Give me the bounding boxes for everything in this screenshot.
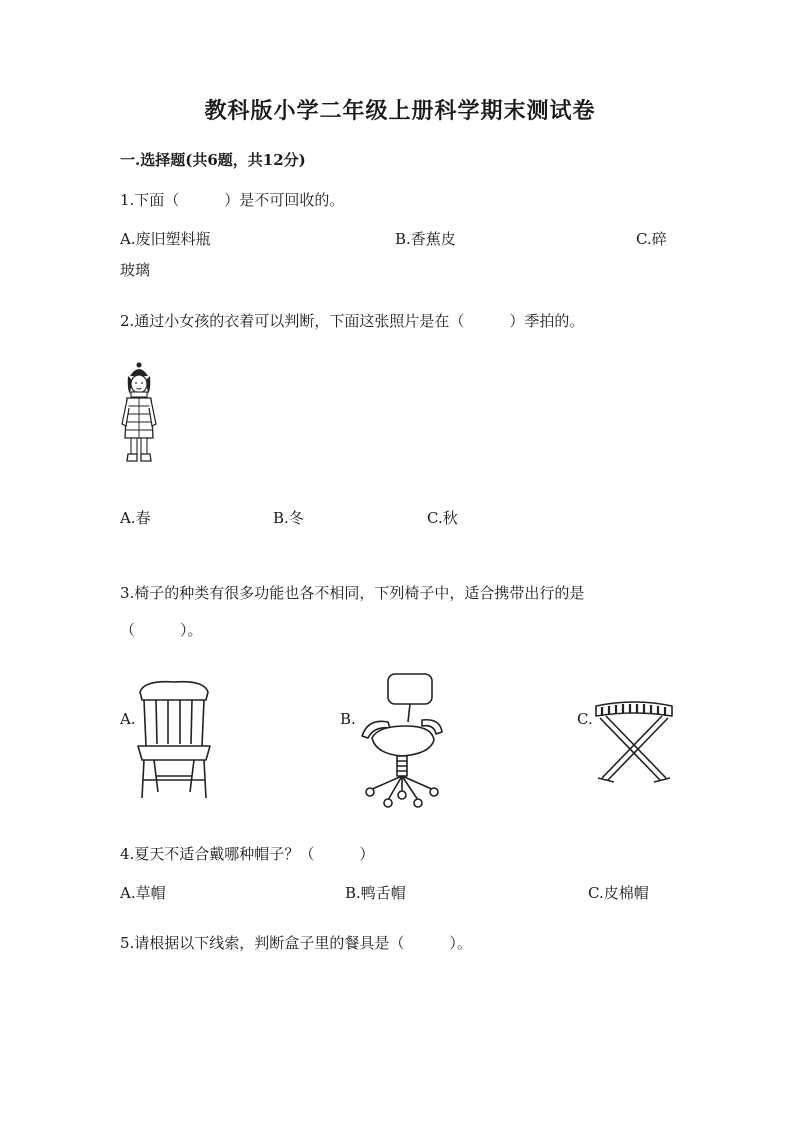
- question-2-stem: 2.通过小女孩的衣着可以判断，下面这张照片是在（ ）季拍的。: [120, 312, 585, 330]
- question-5-stem: 5.请根据以下线索，判断盒子里的餐具是（ ）。: [120, 934, 472, 952]
- question-3-option-c: C.: [577, 710, 593, 728]
- girl-illustration: [118, 362, 160, 464]
- question-3-option-a: A.: [120, 710, 136, 728]
- question-3-option-b: B.: [340, 710, 356, 728]
- question-1-option-a: A.废旧塑料瓶: [120, 230, 211, 248]
- page-title: 教科版小学二年级上册科学期末测试卷: [204, 98, 596, 124]
- question-1-option-c-wrap: 玻璃: [120, 261, 151, 279]
- question-4-option-a: A.草帽: [120, 884, 166, 902]
- question-4-stem: 4.夏天不适合戴哪种帽子？（ ）: [120, 845, 375, 863]
- question-3-stem: 3.椅子的种类有很多功能也各不相同，下列椅子中，适合携带出行的是: [120, 584, 585, 602]
- office-chair-illustration: [358, 672, 444, 810]
- question-1-option-c: C.碎: [636, 230, 667, 248]
- question-4-option-b: B.鸭舌帽: [345, 884, 406, 902]
- question-2-option-b: B.冬: [273, 509, 304, 527]
- question-2-option-a: A.春: [120, 509, 151, 527]
- question-3-stem-continued: （ ）。: [120, 621, 203, 639]
- question-1-option-b: B.香蕉皮: [395, 230, 456, 248]
- folding-stool-illustration: [592, 696, 676, 786]
- question-1-stem: 1.下面（ ）是不可回收的。: [120, 191, 345, 209]
- wooden-chair-illustration: [134, 680, 214, 802]
- question-4-option-c: C.皮棉帽: [588, 884, 649, 902]
- section-heading: 一.选择题(共6题，共12分): [120, 151, 306, 169]
- question-2-option-c: C.秋: [427, 509, 458, 527]
